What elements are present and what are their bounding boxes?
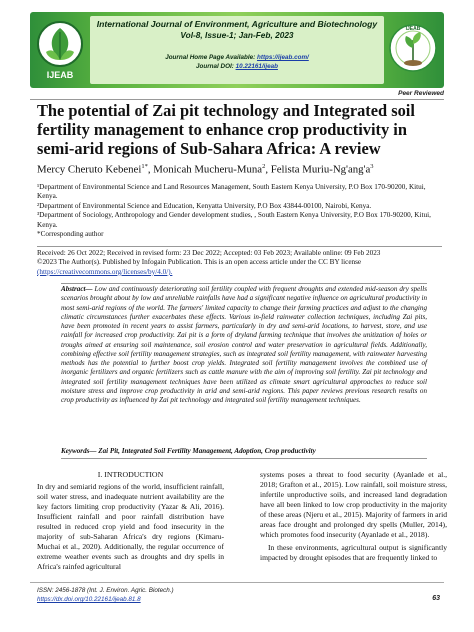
body-column-left bbox=[37, 470, 224, 572]
keywords bbox=[61, 447, 427, 456]
article-title: The potential of Zai pit technology and Integrated soil fertility management to enhance crop productivity in semi-arid regions of Sub-Sahara Africa: A review bbox=[37, 101, 415, 158]
journal-doi-link[interactable]: 10.22161/ijeab bbox=[235, 63, 278, 70]
journal-home-link[interactable]: https://ijeab.com/ bbox=[257, 54, 309, 61]
keywords-text: Zai Pit, Integrated Soil Fertility Management, Adoption, Crop productivity bbox=[96, 447, 316, 455]
affiliation-item: ¹Department of Environmental Science and Land Resources Management, South Eastern Kenya University, P.O Box 170-90200, Kitui, Kenya. bbox=[37, 183, 426, 201]
publication-history bbox=[37, 249, 447, 277]
author-name: Mercy Cheruto Kebenei bbox=[37, 163, 142, 176]
body-paragraph: systems poses a threat to food security (Ayanlade et al., 2018; Grafton et al., 2015). Low rainfall, soil moisture stress, infertile unproductive soils, and increased land degradation have all been linked to low crop productivity in the majority of these areas (Njeru et al., 2015). Majority of farmers in arid areas face drought and prolonged dry spells (Muller, 2014), which promotes food insecurity (Ayanlade et al., 2018). bbox=[260, 470, 447, 539]
corresponding-author-note: *Corresponding author bbox=[37, 230, 104, 239]
footer-divider bbox=[30, 582, 444, 583]
journal-volume-issue: Vol-8, Issue-1; Jan-Feb, 2023 bbox=[180, 30, 294, 40]
page-footer bbox=[37, 586, 174, 604]
license-link[interactable]: (https://creativecommons.org/licenses/by/4.0/). bbox=[37, 267, 173, 276]
logo-left-text: IJEAB bbox=[46, 70, 74, 80]
plant-seal-icon bbox=[388, 20, 438, 80]
abstract-label: Abstract— bbox=[61, 285, 93, 293]
author-affil-mark: 1* bbox=[141, 163, 148, 170]
section-heading-introduction: I. INTRODUCTION bbox=[97, 470, 164, 479]
copyright-notice: ©2023 The Author(s). Published by Infogain Publication. This is an open access article under the CC BY license bbox=[37, 258, 362, 267]
journal-home-label: Journal Home Page Available: bbox=[165, 54, 258, 61]
body-column-right bbox=[260, 470, 447, 563]
body-paragraph: In dry and semiarid regions of the world, insufficient rainfall, soil water stress, and inadequate nutrient availability are the key factors limiting crop productivity (Yazar & Ali, 2016). Insufficient rainfall and poor rainfall distribution have resulted in reduced crop yield and food insecurity in the majority of sub-Saharan Africa's dry regions (Kimaru-Muchai et al., 2020). Additionally, the regular occurrence of extreme weather events such as droughts and dry spells in Africa's rainfed agricultural bbox=[37, 481, 224, 571]
header-divider bbox=[30, 99, 444, 100]
leaf-logo-icon bbox=[34, 18, 86, 82]
logo-right-text: IJEAB bbox=[405, 26, 421, 32]
dates-divider bbox=[37, 246, 442, 247]
author-list: Mercy Cheruto Kebenei$^{1*}$, Monicah Mucheru-Muna$^2$, Felista Muriu-$Ng'ang'a^3$ bbox=[37, 163, 374, 176]
abstract bbox=[61, 285, 427, 405]
author-name: Monicah Mucheru-Muna bbox=[153, 163, 263, 176]
abstract-text: Low and continuously deteriorating soil fertility coupled with frequent droughts and extended mid-season dry spells scenarios brought about by low and unreliable rainfalls have had a significant negative influence on agricultural productivity in most semi-arid regions of the world. The farmers' limited capacity to change their farming practices and adjust to the changing climatic circumstances further exacerbates these effects. Various in-field rainwater collection techniques, including Zai pits, have been promoted in recent years to assist farmers, particularly in dry and semi-arid locations, to harvest, store, and use rainfall for increased crop productivity. Zai pit is a form of dryland farming technique that involves the unitization of holes or troughs aimed at ensuring soil maintenance, soil erosion control and water preservation in agricultural fields. Additionally, combining effective soil fertility management strategies, such as integrated soil fertility management, with rainwater harvesting methods has the potential to further boost crop yields. Integrated soil fertility management involves the combined use of inorganic fertilizers and organic fertilizers such as cattle manure with the aim of improving soil fertility. Zai pit technology and integrated soil fertility management techniques have been utilized as climate smart agricultural approaches to reduce soil moisture stress and improve crop productivity in arid and semi-arid regions. This paper reviews previous research results on crop productivity as influenced by Zai pit technology and integrated soil fertility management techniques. bbox=[61, 285, 427, 404]
journal-doi-line bbox=[90, 62, 384, 71]
page-number: 63 bbox=[432, 595, 440, 602]
journal-home-line bbox=[90, 53, 384, 62]
journal-info-panel bbox=[90, 16, 384, 84]
author-affil-mark: 3 bbox=[370, 163, 374, 170]
received-dates: Received: 26 Oct 2022; Received in revised form: 23 Dec 2022; Accepted: 03 Feb 2023; Available online: 09 Feb 2023 bbox=[37, 249, 381, 257]
journal-header bbox=[30, 12, 444, 88]
journal-logo-right bbox=[388, 20, 438, 80]
abstract-bottom-divider bbox=[61, 458, 427, 459]
body-paragraph: In these environments, agricultural output is significantly impacted by drought episodes that are frequently linked to bbox=[260, 542, 447, 562]
affiliation-item: ³Department of Sociology, Anthropology and Gender development studies, , South Eastern Kenya University, P.O Box 170-90200, Kitui, Kenya. bbox=[37, 211, 431, 229]
issn-line: ISSN: 2456-1878 (Int. J. Environ. Agric. Biotech.) bbox=[37, 587, 174, 594]
journal-title: International Journal of Environment, Agriculture and Biotechnology bbox=[96, 19, 378, 29]
article-doi-link[interactable]: https://dx.doi.org/10.22161/ijeab.81.8 bbox=[37, 596, 141, 603]
keywords-label: Keywords— bbox=[61, 447, 97, 455]
journal-logo-left bbox=[34, 18, 86, 82]
affiliations bbox=[37, 183, 447, 239]
journal-doi-label: Journal DOI: bbox=[196, 63, 236, 70]
peer-reviewed-label: Peer Reviewed bbox=[398, 90, 444, 97]
abstract-top-divider bbox=[61, 283, 427, 284]
affiliation-item: ²Department of Environmental Science and Education, Kenyatta University, P.O Box 43844-00100, Nairobi, Kenya. bbox=[37, 201, 372, 210]
author-name: Felista Muriu-Ng'ang'a bbox=[270, 163, 371, 176]
author-affil-mark: 2 bbox=[262, 163, 266, 170]
